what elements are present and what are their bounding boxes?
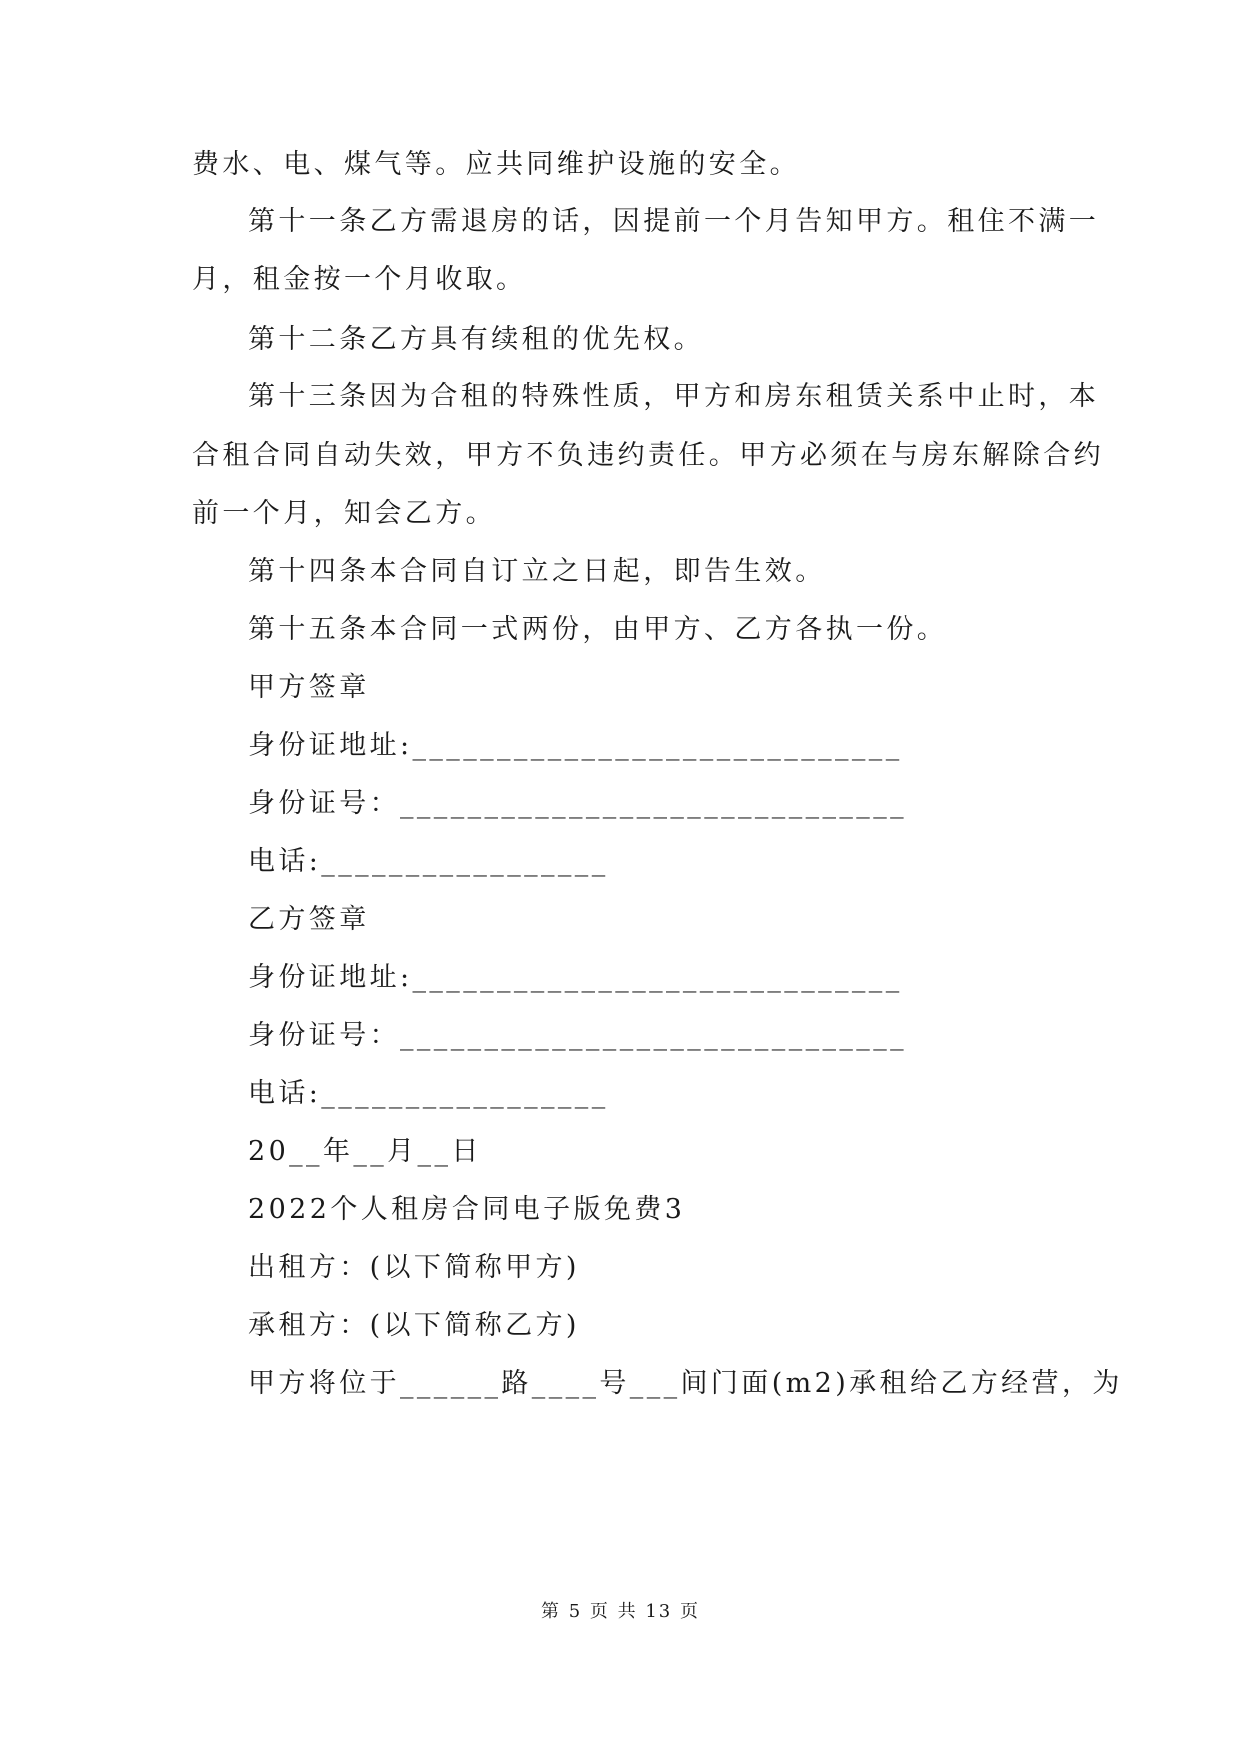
section-heading: 2022个人租房合同电子版免费3: [248, 1194, 686, 1225]
text-line: 月，租金按一个月收取。: [192, 264, 527, 295]
text-line: 费水、电、煤气等。应共同维护设施的安全。: [192, 149, 800, 180]
party-a-id-address-field: 身份证地址:_____________________________: [248, 730, 903, 761]
lessee-line: 承租方：(以下简称乙方): [248, 1310, 580, 1341]
party-a-phone-field: 电话:_________________: [248, 846, 609, 877]
clause-14-line: 第十四条本合同自订立之日起，即告生效。: [248, 556, 826, 587]
text-line: 前一个月，知会乙方。: [192, 498, 496, 529]
clause-15-line: 第十五条本合同一式两份，由甲方、乙方各执一份。: [248, 614, 948, 645]
lessor-line: 出租方：(以下简称甲方): [248, 1252, 580, 1283]
party-a-id-number-field: 身份证号：______________________________: [248, 788, 907, 819]
party-b-id-address-field: 身份证地址:_____________________________: [248, 962, 903, 993]
party-a-signature-label: 甲方签章: [248, 672, 370, 703]
clause-13-line: 第十三条因为合租的特殊性质，甲方和房东租赁关系中止时，本: [248, 381, 1100, 412]
premises-line: 甲方将位于______路____号___间门面(m2)承租给乙方经营，为: [248, 1368, 1123, 1399]
page-number-footer: 第 5 页 共 13 页: [541, 1601, 700, 1622]
date-line: 20__年__月__日: [248, 1136, 482, 1167]
party-b-signature-label: 乙方签章: [248, 904, 370, 935]
party-b-phone-field: 电话:_________________: [248, 1078, 609, 1109]
clause-12-line: 第十二条乙方具有续租的优先权。: [248, 324, 704, 355]
text-line: 合租合同自动失效，甲方不负违约责任。甲方必须在与房东解除合约: [192, 440, 1104, 471]
party-b-id-number-field: 身份证号：______________________________: [248, 1020, 907, 1051]
clause-11-line: 第十一条乙方需退房的话，因提前一个月告知甲方。租住不满一: [248, 206, 1100, 237]
